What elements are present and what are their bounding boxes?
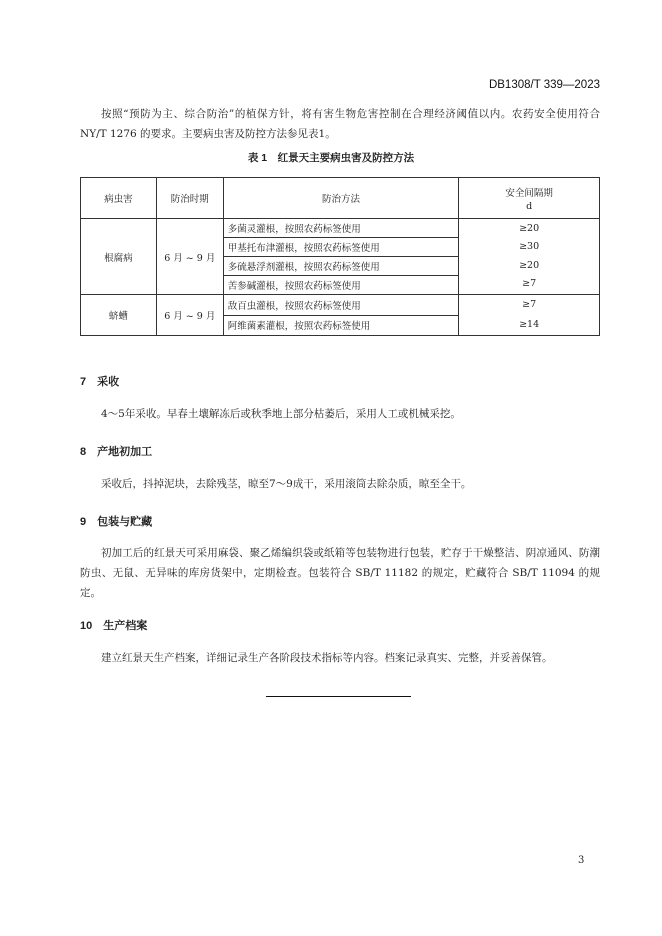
section-body: 4～5年采收。早春土壤解冻后或秋季地上部分枯萎后，采用人工或机械采挖。 xyxy=(101,408,461,420)
control-method: 敌百虫灌根，按照农药标签使用 xyxy=(223,295,459,316)
document-number: DB1308/T 339—2023 xyxy=(488,79,600,91)
section-heading: 9 包装与贮藏 xyxy=(80,516,153,528)
pest-name: 根腐病 xyxy=(81,219,157,295)
section-body: 建立红景天生产档案，详细记录生产各阶段技术指标等内容。档案记录真实、完整，并妥善保管。 xyxy=(101,652,553,664)
table-header-row xyxy=(81,178,600,219)
pest-name: 蛴螬 xyxy=(81,295,157,336)
safety-interval-cell xyxy=(459,219,600,295)
header-pest: 病虫害 xyxy=(81,178,157,219)
control-method: 多菌灵灌根，按照农药标签使用 xyxy=(223,219,459,238)
table-caption: 表 1 红景天主要病虫害及防控方法 xyxy=(247,152,415,164)
control-method: 阿维菌素灌根，按照农药标签使用 xyxy=(223,315,459,336)
control-method: 苦参碱灌根，按照农药标签使用 xyxy=(223,276,459,295)
section-heading: 8 产地初加工 xyxy=(80,446,153,458)
end-rule xyxy=(266,696,411,697)
section-body: 采收后，抖掉泥块，去除残茎，晾至7～9成干，采用滚筒去除杂质，晾至全干。 xyxy=(101,478,472,490)
section-body: 初加工后的红景天可采用麻袋、聚乙烯编织袋或纸箱等包装物进行包装，贮存于干燥整洁、阴凉通风、防潮防虫、无鼠、无异味的库房货架中，定期检查。包装符合 SB/T 11182 的规定，贮藏符合 SB/T 11094 的规定。 xyxy=(80,547,600,599)
section-heading: 10 生产档案 xyxy=(80,620,148,632)
control-method: 多硫悬浮剂灌根，按照农药标签使用 xyxy=(223,257,459,276)
table-row xyxy=(81,219,600,238)
header-method: 防治方法 xyxy=(223,178,459,219)
safety-interval: ≥14 xyxy=(519,319,540,330)
page-number: 3 xyxy=(578,855,585,866)
safety-interval: ≥7 xyxy=(522,278,537,289)
table-row xyxy=(81,295,600,316)
pest-control-table xyxy=(80,177,600,336)
safety-interval: ≥20 xyxy=(519,222,540,234)
safety-interval: ≥30 xyxy=(519,241,540,252)
header-period: 防治时期 xyxy=(156,178,223,219)
section-heading: 7 采收 xyxy=(80,376,120,388)
control-period: 6 月 ~ 9 月 xyxy=(156,219,223,295)
header-interval xyxy=(459,178,600,219)
control-method: 甲基托布津灌根，按照农药标签使用 xyxy=(223,238,459,257)
safety-interval: ≥7 xyxy=(522,299,537,310)
intro-paragraph: 按照“预防为主、综合防治”的植保方针，将有害生物危害控制在合理经济阈值以内。农药安全使用符合 NY/T 1276 的要求。主要病虫害及防控方法参见表1。 xyxy=(80,108,600,140)
header-interval-label: 安全间隔期 xyxy=(505,187,553,199)
header-interval-unit: d xyxy=(526,200,533,212)
control-period: 6 月 ~ 9 月 xyxy=(156,295,223,336)
safety-interval-cell xyxy=(459,295,600,336)
safety-interval: ≥20 xyxy=(519,259,540,271)
